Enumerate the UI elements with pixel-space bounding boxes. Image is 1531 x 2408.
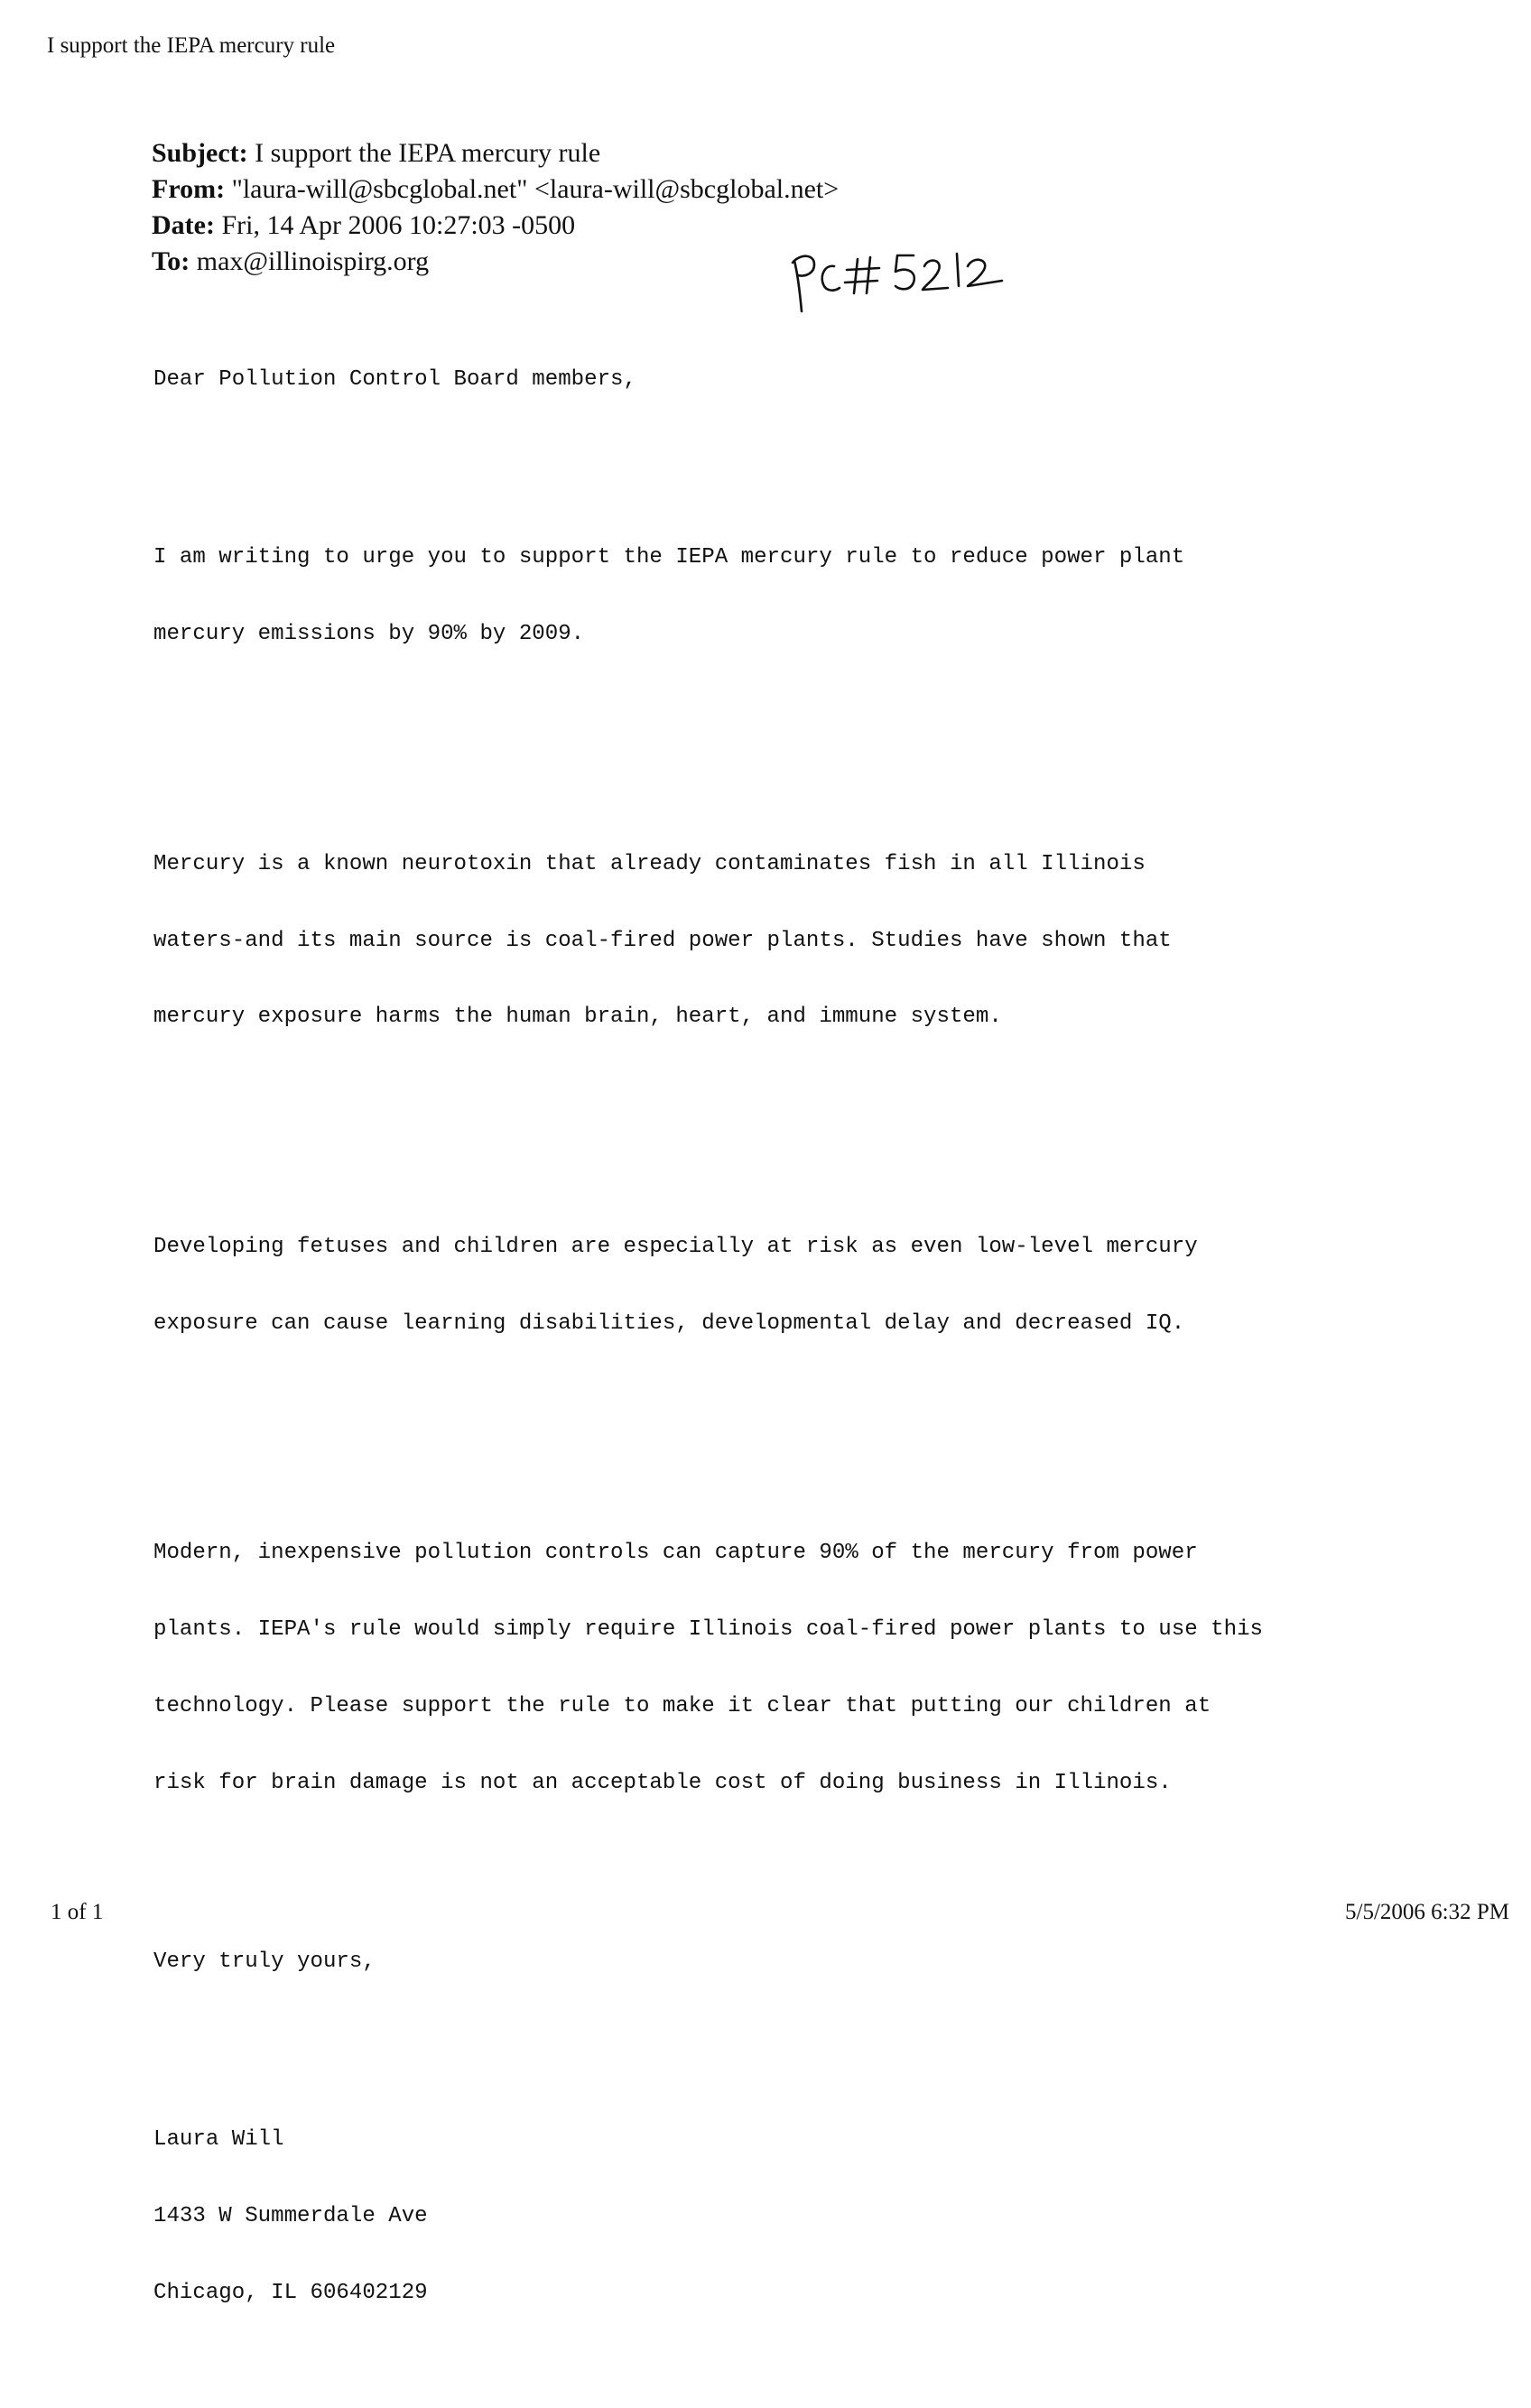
header-value: "laura-will@sbcglobal.net" <laura-will@sbcglobal.net> bbox=[231, 174, 840, 204]
header-value: max@illinoispirg.org bbox=[196, 246, 430, 276]
header-value: Fri, 14 Apr 2006 10:27:03 -0500 bbox=[221, 210, 576, 240]
body-line: technology. Please support the rule to make it clear that putting our children at bbox=[153, 1693, 1211, 1718]
header-row-to bbox=[152, 244, 839, 280]
closing: Very truly yours, bbox=[153, 1949, 376, 1974]
body-line: risk for brain damage is not an acceptable cost of doing business in Illinois. bbox=[153, 1770, 1172, 1795]
header-key: To: bbox=[152, 246, 190, 276]
header-key: From: bbox=[152, 174, 226, 204]
header-row-from bbox=[152, 171, 839, 208]
printed-timestamp: 5/5/2006 6:32 PM bbox=[1345, 1900, 1509, 1924]
body-paragraph bbox=[153, 1489, 1508, 1847]
body-paragraph bbox=[153, 801, 1508, 1081]
signature-name: Laura Will bbox=[153, 2127, 284, 2153]
body-paragraph bbox=[153, 495, 1508, 699]
greeting: Dear Pollution Control Board members, bbox=[153, 366, 636, 392]
body-line: Developing fetuses and children are especially at risk as even low-level mercury bbox=[153, 1234, 1198, 1259]
signature-street: 1433 W Summerdale Ave bbox=[153, 2204, 428, 2229]
body-line: I am writing to urge you to support the IEPA mercury rule to reduce power plant bbox=[153, 545, 1185, 570]
email-body bbox=[153, 316, 1508, 2408]
header-value: I support the IEPA mercury rule bbox=[255, 138, 601, 168]
signature-city: Chicago, IL 606402129 bbox=[153, 2281, 428, 2306]
body-line: mercury exposure harms the human brain, heart, and immune system. bbox=[153, 1005, 1002, 1030]
header-row-date bbox=[152, 208, 839, 244]
body-line: plants. IEPA's rule would simply require Illinois coal-fired power plants to use this bbox=[153, 1616, 1263, 1642]
header-key: Date: bbox=[152, 210, 215, 240]
body-line: Mercury is a known neurotoxin that already contaminates fish in all Illinois bbox=[153, 851, 1146, 876]
header-row-subject bbox=[152, 135, 839, 171]
body-line: Modern, inexpensive pollution controls can capture 90% of the mercury from power bbox=[153, 1541, 1198, 1566]
body-paragraph bbox=[153, 1183, 1508, 1387]
page-header-title: I support the IEPA mercury rule bbox=[47, 33, 336, 58]
body-line: mercury emissions by 90% by 2009. bbox=[153, 622, 585, 647]
header-key: Subject: bbox=[152, 138, 248, 168]
body-line: waters-and its main source is coal-fired power plants. Studies have shown that bbox=[153, 928, 1172, 953]
page-number: 1 of 1 bbox=[51, 1900, 104, 1924]
body-line: exposure can cause learning disabilities, developmental delay and decreased IQ. bbox=[153, 1311, 1185, 1336]
handwritten-pc-number bbox=[787, 239, 1022, 320]
email-headers bbox=[152, 135, 839, 280]
signature-block bbox=[153, 2077, 1508, 2357]
